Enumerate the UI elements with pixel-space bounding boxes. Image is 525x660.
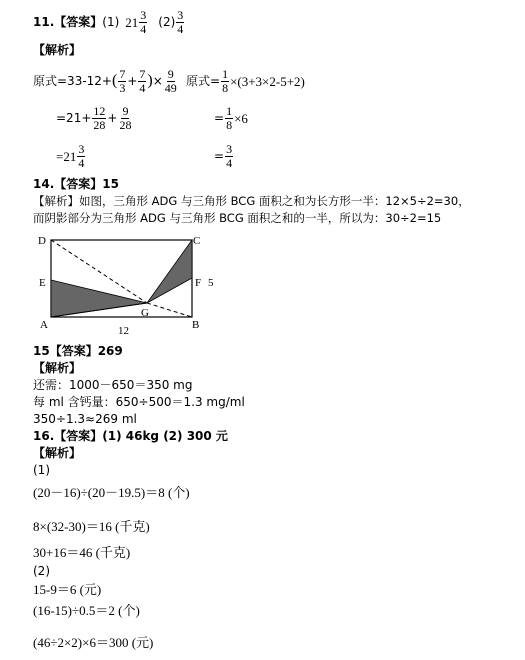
q16-line6: (46÷2×2)×6＝300 (元)	[33, 635, 154, 650]
q11-number: 11.	[33, 15, 55, 29]
label-b: B	[192, 319, 200, 331]
q11-ans1-tag: (1)	[102, 15, 120, 29]
q11-right-line2: = $\frac{1}{8}$ ×6	[214, 103, 248, 132]
q11-answer-label: 【答案】	[54, 15, 103, 29]
q16-analysis-label: 【解析】	[33, 446, 82, 460]
q11-left-line1: 原式=33-12+ ( $\frac{7}{3}$ + $\frac{7}{4}$ ) × $\frac{9}{49}$	[33, 66, 177, 95]
label-e: E	[39, 277, 46, 289]
q14-answer: 14.【答案】15	[33, 177, 119, 191]
label-a: A	[40, 319, 48, 331]
q15-line1: 还需：1000－650＝350 mg	[33, 378, 193, 392]
shaded-triangle-left	[51, 280, 147, 317]
shaded-triangle-right	[147, 240, 192, 303]
q16-line3: 30+16＝46 (千克)	[33, 545, 131, 560]
label-d: D	[38, 235, 46, 247]
q15-line3: 350÷1.3≈269 ml	[33, 412, 137, 426]
dashed-line-gb	[147, 303, 192, 317]
label-height: 5	[208, 277, 214, 289]
q11-answer-line	[33, 8, 185, 36]
q14-analysis-line1: 【解析】如图，三角形 ADG 与三角形 BCG 面积之和为长方形一半：12×5÷2=30，	[33, 194, 470, 208]
q11-right-line1: 原式= $\frac{1}{8}$ ×(3+3×2-5+2)	[186, 66, 305, 95]
q16-line1: (20－16)÷(20－19.5)＝8 (个)	[33, 485, 190, 500]
q16-answer: 16.【答案】(1) 46kg (2) 300 元	[33, 429, 228, 443]
q15-line2: 每 ml 含钙量：650÷500＝1.3 mg/ml	[33, 395, 245, 409]
q11-ans2-tag: (2)	[158, 15, 176, 29]
label-g: G	[141, 307, 149, 319]
q16-line2: 8×(32-30)＝16 (千克)	[33, 519, 150, 534]
q11-right-line3: = $\frac{3}{4}$	[214, 141, 233, 170]
q11-left-line3: =21 $\frac{3}{4}$	[56, 141, 85, 170]
q11-left-line2: =21+ $\frac{12}{28}$ + $\frac{9}{28}$	[56, 103, 132, 132]
q15-answer: 15【答案】269	[33, 344, 123, 358]
q11-ans1-whole: 21	[125, 14, 139, 30]
q11-ans1-fraction: $\frac{3}{4}$	[140, 7, 147, 36]
q11-ans2-fraction: $\frac{3}{4}$	[177, 7, 184, 36]
q16-line5: (16-15)÷0.5＝2 (个)	[33, 603, 140, 618]
q14-analysis-line2: 而阴影部分为三角形 ADG 与三角形 BCG 面积之和的一半，所以为：30÷2=15	[33, 211, 442, 225]
label-f: F	[195, 277, 202, 289]
label-width: 12	[118, 325, 129, 337]
q11-analysis-label: 【解析】	[33, 43, 82, 57]
q16-part1-label: (1)	[33, 463, 50, 477]
q15-analysis-label: 【解析】	[33, 361, 82, 375]
q14-rectangle-figure	[30, 230, 230, 342]
label-c: C	[193, 235, 201, 247]
q16-part2-label: (2)	[33, 564, 50, 578]
q16-line4: 15-9＝6 (元)	[33, 582, 102, 597]
